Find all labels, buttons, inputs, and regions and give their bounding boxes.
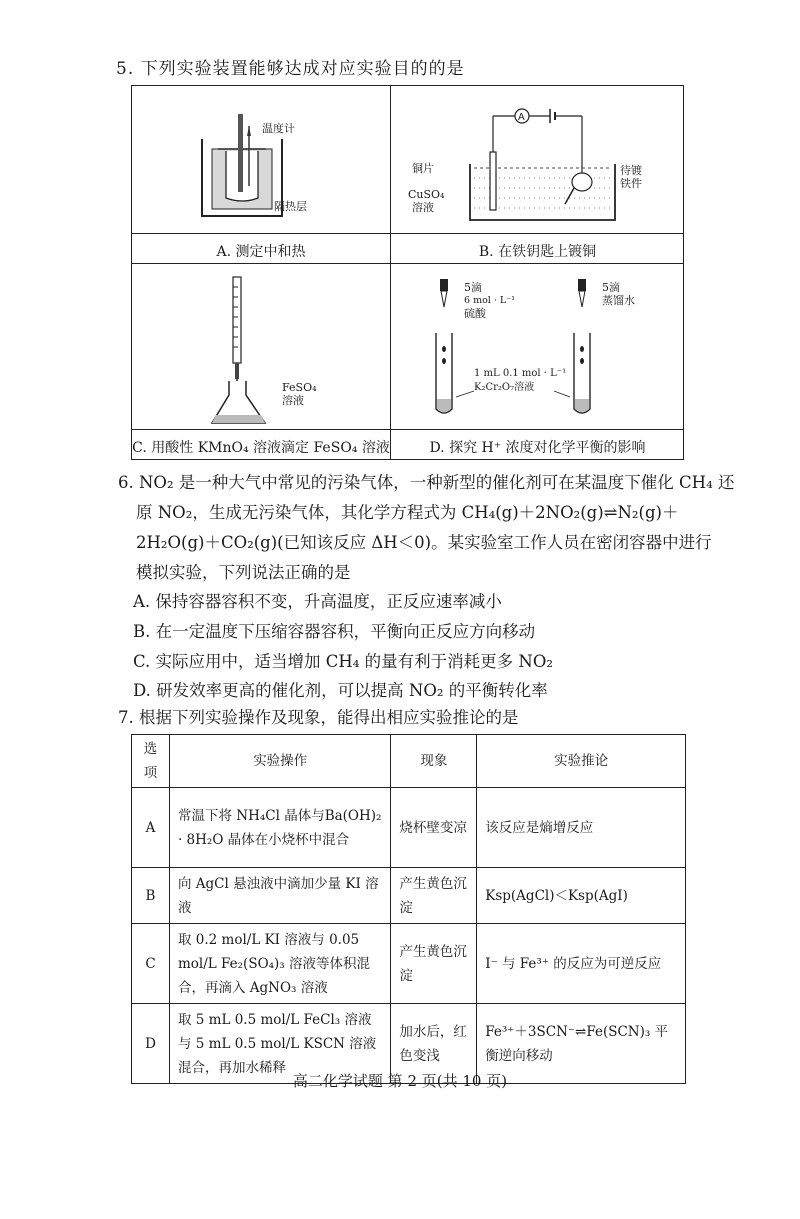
header-phenomenon: 现象 [391,735,477,788]
grid-divider-caption-2 [132,429,683,430]
question-6-stem [118,468,735,588]
row-operation: 向 AgCl 悬浊液中滴加少量 KI 溶液 [169,868,390,924]
q6-option-d: D. 研发效率更高的催化剂，可以提高 NO₂ 的平衡转化率 [133,681,548,700]
label-thermometer: 温度计 [262,122,295,135]
caption-c: C. 用酸性 KMnO₄ 溶液滴定 FeSO₄ 溶液 [132,440,390,456]
table-row [132,868,686,924]
label-solution: 溶液 [412,201,434,214]
grid-divider-caption-1 [132,233,683,234]
question-7-stem: 7. 根据下列实验操作及现象，能得出相应实验推论的是 [118,708,519,727]
label-feso4-solution: 溶液 [282,394,304,407]
caption-b: B. 在铁钥匙上镀铜 [478,244,597,260]
label-plated-1: 待镀 [620,164,642,177]
electroplating-drawing [390,86,685,233]
q6-option-a: A. 保持容器容积不变，升高温度，正反应速率减小 [133,592,502,611]
table-header-row [132,735,686,788]
q6-option-b: B. 在一定温度下压缩容器容积，平衡向正反应方向移动 [133,622,536,641]
label-cuso4: CuSO₄ [408,188,445,201]
label-plated-2: 铁件 [620,177,642,190]
header-option: 选项 [132,735,170,788]
label-feso4: FeSO₄ [282,381,317,394]
row-inference: I⁻ 与 Fe³⁺ 的反应为可逆反应 [477,924,686,1004]
row-operation: 取 5 mL 0.5 mol/L FeCl₃ 溶液与 5 mL 0.5 mol/L KSCN 溶液混合，再加水稀释 [169,1004,390,1084]
row-option: D [132,1004,170,1084]
row-operation: 常温下将 NH₄Cl 晶体与Ba(OH)₂ · 8H₂O 晶体在小烧杯中混合 [169,788,390,868]
q6-line-4: 模拟实验，下列说法正确的是 [136,563,351,582]
q6-line-2: 原 NO₂，生成无污染气体，其化学方程式为 CH₄(g)＋2NO₂(g)⇌N₂(g)＋ [136,503,679,522]
figure-a-calorimeter [132,86,390,233]
q6-line-3: 2H₂O(g)＋CO₂(g)(已知该反应 ΔH＜0)。某实验室工作人员在密闭容器中进行 [136,533,712,552]
q6-option-c: C. 实际应用中，适当增加 CH₄ 的量有利于消耗更多 NO₂ [133,652,553,671]
row-inference: 该反应是熵增反应 [477,788,686,868]
label-drops-acid: 5滴 [464,281,482,294]
row-inference: Fe³⁺＋3SCN⁻⇌Fe(SCN)₃ 平衡逆向移动 [477,1004,686,1084]
row-phenomenon: 烧杯壁变凉 [391,788,477,868]
row-operation: 取 0.2 mol/L KI 溶液与 0.05 mol/L Fe₂(SO₄)₃ 溶液等体积混合，再滴入 AgNO₃ 溶液 [169,924,390,1004]
label-dichromate-solution: K₂Cr₂O₇溶液 [474,382,535,393]
titration-drawing [132,263,390,429]
caption-d: D. 探究 H⁺ 浓度对化学平衡的影响 [429,440,646,456]
label-distilled-water: 蒸馏水 [602,294,635,307]
caption-a: A. 测定中和热 [216,244,306,260]
table-row [132,788,686,868]
row-phenomenon: 产生黄色沉淀 [391,868,477,924]
row-option: C [132,924,170,1004]
figure-c-titration [132,263,390,429]
test-tubes-drawing [390,263,685,429]
label-copper-plate: 铜片 [412,162,434,175]
label-concentration: 6 mol · L⁻¹ [464,295,516,306]
table-row [132,924,686,1004]
header-inference: 实验推论 [477,735,686,788]
question-7-table [131,734,686,1084]
label-drops-water: 5滴 [602,281,620,294]
row-phenomenon: 加水后，红色变浅 [391,1004,477,1084]
ammeter-symbol: A [518,112,525,123]
row-inference: Ksp(AgCl)＜Ksp(AgI) [477,868,686,924]
label-sulfuric-acid: 硫酸 [464,307,486,320]
question-5-stem: 5. 下列实验装置能够达成对应实验目的的是 [116,59,465,79]
row-option: B [132,868,170,924]
row-option: A [132,788,170,868]
calorimeter-drawing [132,86,390,233]
label-dichromate-volume: 1 mL 0.1 mol · L⁻¹ [474,368,567,379]
q6-line-1: 6. NO₂ 是一种大气中常见的污染气体，一种新型的催化剂可在某温度下催化 CH₄ 还 [118,473,735,492]
figure-b-electroplating [390,86,685,233]
label-insulation: 隔热层 [274,200,307,213]
row-phenomenon: 产生黄色沉淀 [391,924,477,1004]
header-operation: 实验操作 [169,735,390,788]
figure-d-test-tubes [390,263,685,429]
question-5-figure-grid [131,85,684,460]
page-footer: 高二化学试题 第 2 页(共 10 页) [292,1072,508,1090]
